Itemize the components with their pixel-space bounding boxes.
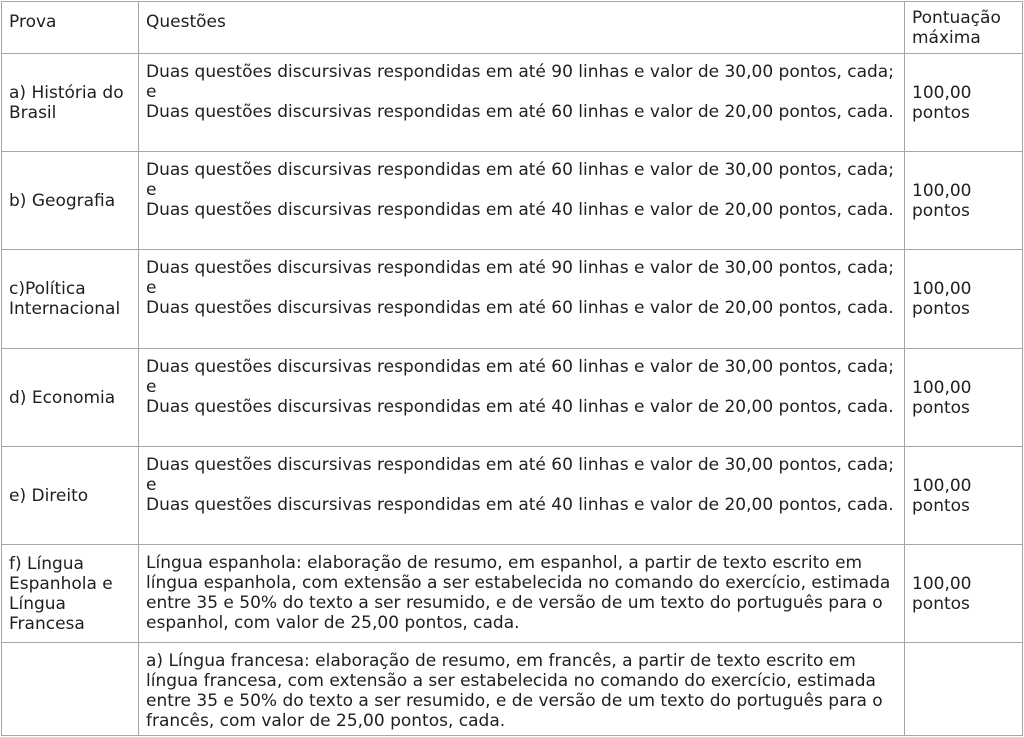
questoes-cell xyxy=(139,250,905,349)
questoes-cell xyxy=(139,447,905,545)
pontuacao-cell: 100,00 pontos xyxy=(905,545,1023,643)
table-row xyxy=(2,250,1023,349)
table-row xyxy=(2,349,1023,447)
questao-text: Duas questões discursivas respondidas em até 90 linhas e valor de 30,00 pontos, cada; e xyxy=(146,258,894,298)
table-row xyxy=(2,152,1023,250)
prova-cell: b) Geografia xyxy=(2,152,139,250)
questoes-cell xyxy=(139,643,905,736)
questao-text: Duas questões discursivas respondidas em até 40 linhas e valor de 20,00 pontos, cada. xyxy=(146,397,894,417)
pontuacao-cell: 100,00 pontos xyxy=(905,250,1023,349)
prova-cell: d) Economia xyxy=(2,349,139,447)
table-header-row xyxy=(2,2,1023,54)
table-row xyxy=(2,545,1023,643)
questoes-cell xyxy=(139,349,905,447)
table-row xyxy=(2,447,1023,545)
pontuacao-cell: 100,00 pontos xyxy=(905,54,1023,152)
questao-text: Duas questões discursivas respondidas em até 60 linhas e valor de 20,00 pontos, cada. xyxy=(146,298,894,318)
questao-text: Língua espanhola: elaboração de resumo, em espanhol, a partir de texto escrito em língua espanhola, com extensão a ser estabelecida no comando do exercício, estimada entre 35 e 50% do texto a ser resumido, e de versão de um texto do português para o espanhol, com valor de 25,00 pontos, cada. xyxy=(146,553,891,633)
header-pontuacao: Pontuação máxima xyxy=(905,2,1023,54)
table-row xyxy=(2,54,1023,152)
questao-text: a) Língua francesa: elaboração de resumo, em francês, a partir de texto escrito em língua francesa, com extensão a ser estabelecida no comando do exercício, estimada entre 35 e 50% do texto a ser resumido, e de versão de um texto do português para o francês, com valor de 25,00 pontos, cada. xyxy=(146,651,883,731)
prova-cell: c)Política Internacional xyxy=(2,250,139,349)
questao-text: Duas questões discursivas respondidas em até 60 linhas e valor de 30,00 pontos, cada; e xyxy=(146,455,894,495)
questoes-cell xyxy=(139,54,905,152)
header-prova: Prova xyxy=(2,2,139,54)
exam-table xyxy=(1,1,1023,736)
questao-text: Duas questões discursivas respondidas em até 40 linhas e valor de 20,00 pontos, cada. xyxy=(146,495,894,515)
prova-cell: e) Direito xyxy=(2,447,139,545)
prova-cell: a) História do Brasil xyxy=(2,54,139,152)
prova-cell xyxy=(2,643,139,736)
questao-text: Duas questões discursivas respondidas em até 60 linhas e valor de 30,00 pontos, cada; e xyxy=(146,357,894,397)
questao-text: Duas questões discursivas respondidas em até 90 linhas e valor de 30,00 pontos, cada; e xyxy=(146,62,894,102)
table-row xyxy=(2,643,1023,736)
prova-cell: f) Língua Espanhola e Língua Francesa xyxy=(2,545,139,643)
pontuacao-cell: 100,00 pontos xyxy=(905,349,1023,447)
pontuacao-cell xyxy=(905,643,1023,736)
questoes-cell xyxy=(139,152,905,250)
pontuacao-cell: 100,00 pontos xyxy=(905,447,1023,545)
header-questoes: Questões xyxy=(139,2,905,54)
questoes-cell xyxy=(139,545,905,643)
pontuacao-cell: 100,00 pontos xyxy=(905,152,1023,250)
questao-text: Duas questões discursivas respondidas em até 40 linhas e valor de 20,00 pontos, cada. xyxy=(146,200,894,220)
questao-text: Duas questões discursivas respondidas em até 60 linhas e valor de 20,00 pontos, cada. xyxy=(146,102,894,122)
questao-text: Duas questões discursivas respondidas em até 60 linhas e valor de 30,00 pontos, cada; e xyxy=(146,160,894,200)
